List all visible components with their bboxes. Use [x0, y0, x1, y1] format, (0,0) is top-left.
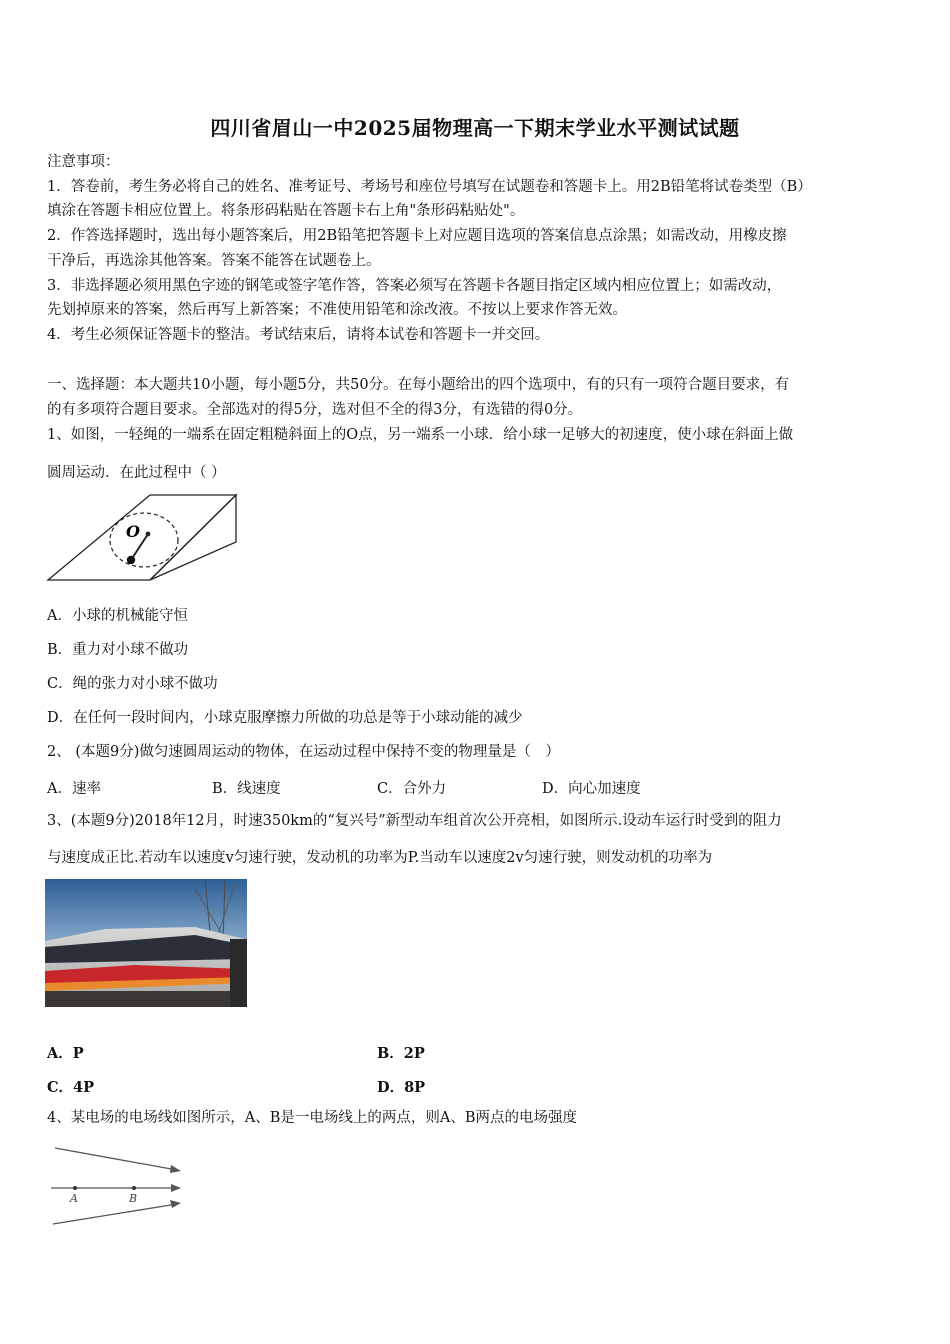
notice-line: 4．考生必须保证答题卡的整洁。考试结束后，请将本试卷和答题卡一并交回。 [47, 327, 550, 343]
electric-field-lines-figure [45, 1140, 185, 1230]
question-1-stem: 1、如图，一轻绳的一端系在固定粗糙斜面上的O点，另一端系一小球．给小球一足够大的初速度，使小球在斜面上做 [47, 427, 794, 443]
question-3-option: C．4P [47, 1079, 95, 1096]
question-2-option: D．向心加速度 [542, 781, 641, 797]
question-3-stem: 3、(本题9分)2018年12月，时速350km的“复兴号”新型动车组首次公开亮相，如图所示.设动车运行时受到的阻力 [47, 813, 782, 829]
notice-heading: 注意事项： [47, 154, 120, 170]
notice-line: 2．作答选择题时，选出每小题答案后，用2B铅笔把答题卡上对应题目选项的答案信息点涂黑；如需改动，用橡皮擦 [47, 228, 787, 244]
notice-line: 3．非选择题必须用黑色字迹的钢笔或签字笔作答，答案必须写在答题卡各题目指定区域内相应位置上；如需改动， [47, 278, 782, 294]
question-4-stem: 4、某电场的电场线如图所示，A、B是一电场线上的两点，则A、B两点的电场强度 [47, 1110, 577, 1126]
question-2-option: A．速率 [47, 781, 101, 797]
point-b-label: B [129, 1192, 138, 1205]
question-1-stem: 圆周运动．在此过程中（ ） [47, 465, 226, 481]
question-1-option: C．绳的张力对小球不做功 [47, 676, 218, 692]
train-photo [45, 879, 247, 1007]
notice-line: 干净后，再选涂其他答案。答案不能答在试题卷上。 [47, 253, 381, 269]
question-1-option: D．在任何一段时间内，小球克服摩擦力所做的功总是等于小球动能的减少 [47, 710, 523, 726]
point-o-label: O [126, 522, 140, 541]
question-3-stem: 与速度成正比.若动车以速度v匀速行驶，发动机的功率为P.当动车以速度2v匀速行驶，则发动机的功率为 [47, 850, 713, 866]
question-1-option: B．重力对小球不做功 [47, 642, 189, 658]
question-3-option: D．8P [377, 1079, 426, 1096]
page-title: 四川省眉山一中2025届物理高一下期末学业水平测试试题 [210, 116, 740, 140]
question-2-stem: 2、 (本题9分)做匀速圆周运动的物体，在运动过程中保持不变的物理量是（ ） [47, 744, 560, 760]
notice-line: 1．答卷前，考生务必将自己的姓名、准考证号、考场号和座位号填写在试题卷和答题卡上。用2B铅笔将试卷类型（B） [47, 179, 812, 195]
notice-line: 填涂在答题卡相应位置上。将条形码粘贴在答题卡右上角"条形码粘贴处"。 [47, 203, 525, 219]
notice-line: 先划掉原来的答案，然后再写上新答案；不准使用铅笔和涂改液。不按以上要求作答无效。 [47, 302, 627, 318]
question-3-option: A．P [47, 1045, 84, 1062]
section-instructions: 一、选择题：本大题共10小题，每小题5分，共50分。在每小题给出的四个选项中，有的只有一项符合题目要求，有 [47, 377, 790, 393]
incline-circle-figure [44, 492, 240, 584]
question-2-option: C．合外力 [377, 781, 447, 797]
question-2-option: B．线速度 [212, 781, 281, 797]
question-3-option: B．2P [377, 1045, 425, 1062]
question-1-option: A．小球的机械能守恒 [47, 608, 188, 624]
point-a-label: A [70, 1192, 78, 1205]
section-instructions: 的有多项符合题目要求。全部选对的得5分，选对但不全的得3分，有选错的得0分。 [47, 402, 583, 418]
